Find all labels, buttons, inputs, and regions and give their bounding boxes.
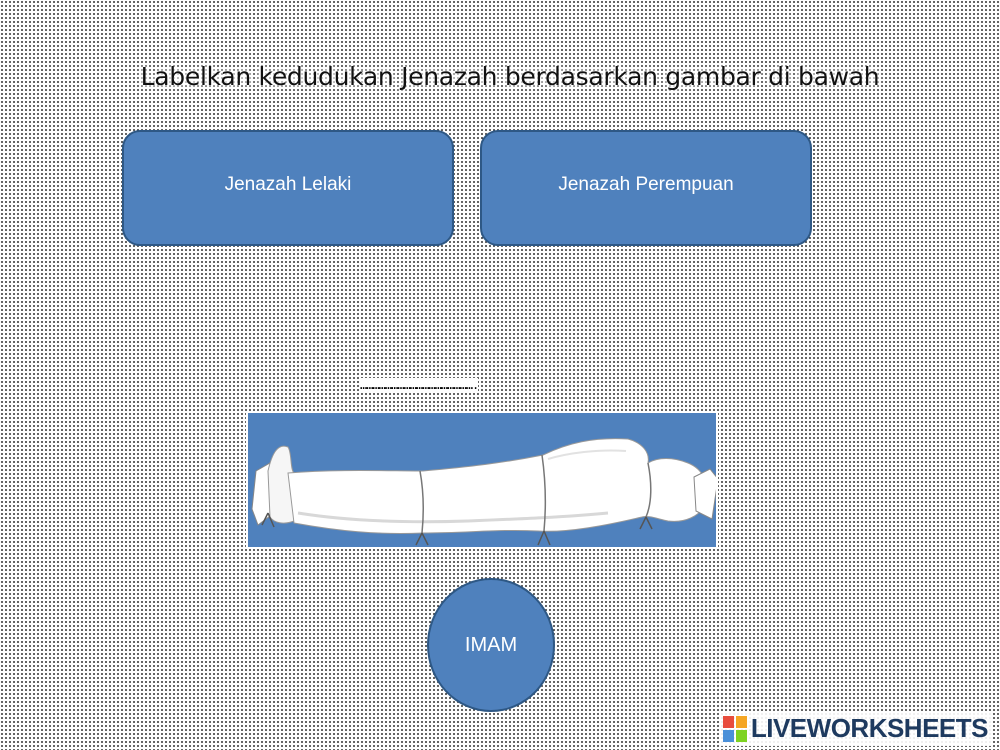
brand-name: LIVEWORKSHEETS	[750, 713, 988, 743]
instruction-title: Labelkan kedudukan Jenazah berdasarkan gambar di bawah	[140, 62, 880, 91]
imam-label: IMAM	[464, 633, 518, 656]
imam-circle	[427, 578, 555, 712]
liveworksheets-logo-icon	[723, 716, 747, 742]
card-label: Jenazah Lelaki	[224, 174, 352, 195]
shrouded-body-image	[246, 411, 718, 549]
draggable-label-jenazah-lelaki[interactable]	[122, 130, 454, 246]
card-label: Jenazah Perempuan	[558, 174, 734, 195]
liveworksheets-brand[interactable]	[719, 711, 992, 746]
draggable-label-jenazah-perempuan[interactable]	[480, 130, 812, 246]
answer-drop-zone[interactable]: ……………………………………………….	[360, 378, 479, 392]
shrouded-body-illustration	[248, 413, 716, 547]
